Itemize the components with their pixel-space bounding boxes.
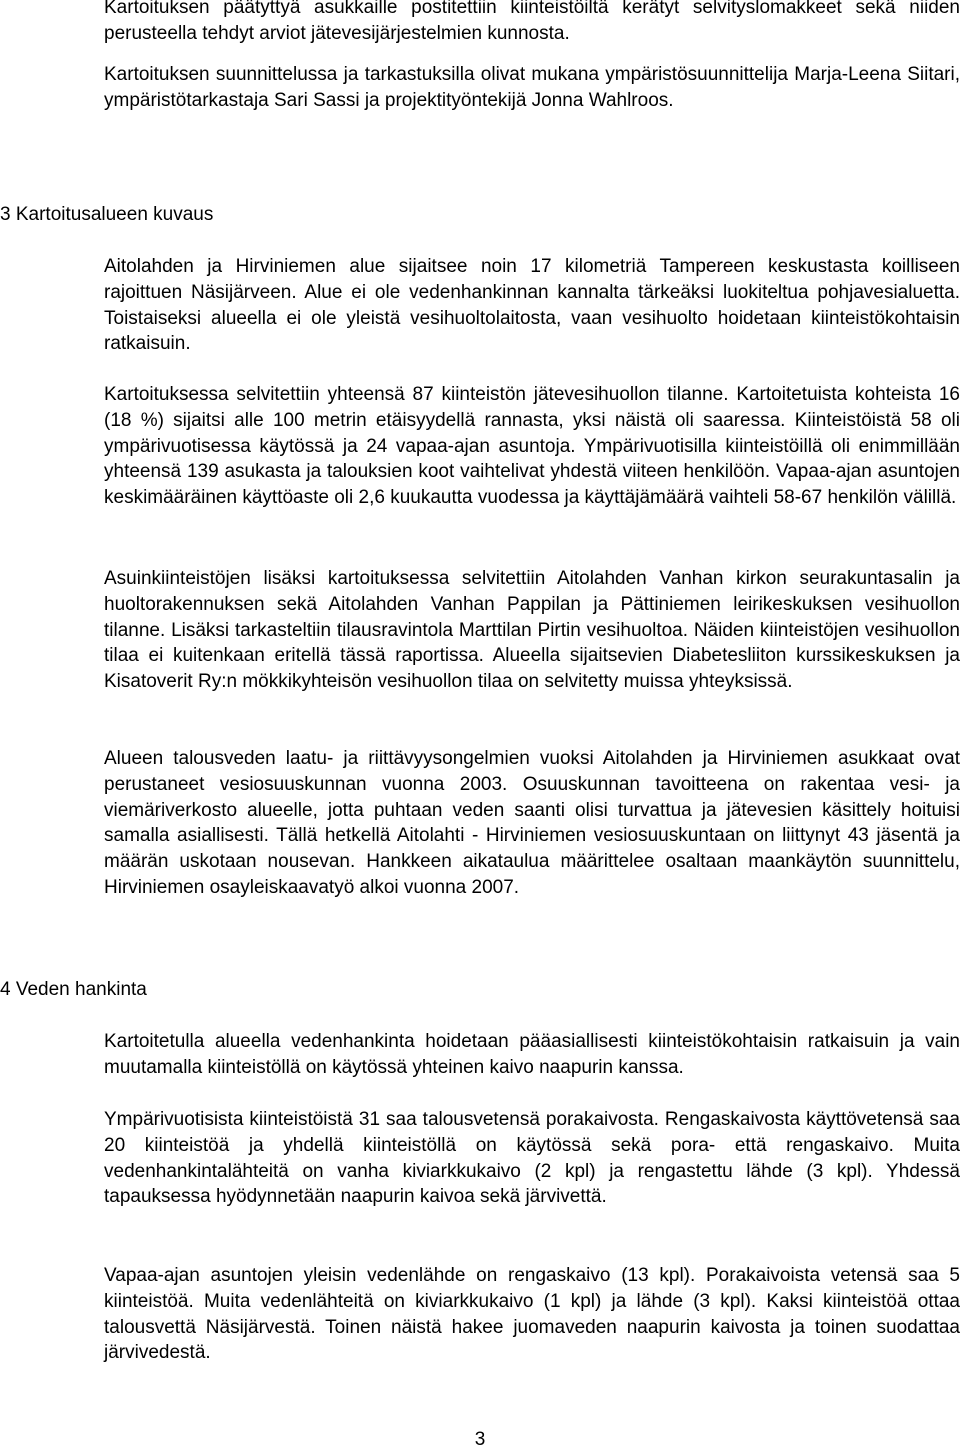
paragraph-year-round-wells: Ympärivuotisista kiinteistöistä 31 saa talousvetensä porakaivosta. Rengaskaivosta käyttövetensä saa 20 kiinteistöä ja yhdellä kiinteistöllä on käytössä sekä pora- että rengaskaivo. Muita vedenhankintalähteitä on vanha kiviarkkukaivo (2 kpl) ja rengastettu lähde (3 kpl). Yhdessä tapauksessa hyödynnetään naapurin kaivoa sekä järvivettä. xyxy=(104,1109,960,1208)
paragraph-holiday-homes-water: Vapaa-ajan asuntojen yleisin vedenlähde on rengaskaivo (13 kpl). Porakaivoista vetensä saa 5 kiinteistöä. Muita vedenlähteitä on kiviarkkukaivo (1 kpl) ja lähde (3 kpl). Kaksi kiinteistöä ottaa talousvettä Näsijärvestä. Toinen näistä hakee juomaveden naapurin kaivosta ja toinen suodattaa järvivedestä. xyxy=(104,1265,960,1364)
paragraph-water-supply: Kartoitetulla alueella vedenhankinta hoidetaan pääasiallisesti kiinteistökohtaisin ratkaisuin ja vain muutamalla kiinteistöllä on käytössä yhteinen kaivo naapurin kanssa. xyxy=(104,1031,960,1078)
paragraph-other-properties: Asuinkiinteistöjen lisäksi kartoituksessa selvitettiin Aitolahden Vanhan kirkon seurakuntasalin ja huoltorakennuksen sekä Aitolahden Vanhan Pappilan ja Pättiniemen leirikeskuksen vesihuollon tilanne. Lisäksi tarkasteltiin tilausravintola Marttilan Pirtin vesihuoltoa. Näiden kiinteistöjen vesihuollon tilaa ei kuitenkaan eritellä tässä raportissa. Alueella sijaitsevien Diabetesliiton kurssikeskuksen ja Kisatoverit Ry:n mökkikyhteisön vesihuollon tilaa on selvitetty muissa yhteyksissä. xyxy=(104,568,960,693)
paragraph-survey-results: Kartoituksen päätyttyä asukkaille postitettiin kiinteistöiltä kerätyt selvityslomakkeet sekä niiden perusteella tehdyt arviot jätevesijärjestelmien kunnosta. xyxy=(104,0,960,44)
paragraph-survey-team: Kartoituksen suunnittelussa ja tarkastuksilla olivat mukana ympäristösuunnittelija Marja-Leena Siitari, ympäristötarkastaja Sari Sassi ja projektityöntekijä Jonna Wahlroos. xyxy=(104,64,960,111)
section-heading-4: 4 Veden hankinta xyxy=(0,979,147,1000)
section-heading-3: 3 Kartoitusalueen kuvaus xyxy=(0,204,214,225)
paragraph-survey-statistics: Kartoituksessa selvitettiin yhteensä 87 kiinteistön jätevesihuollon tilanne. Kartoitetuista kohteista 16 (18 %) sijaitsi alle 100 metrin etäisyydellä rannasta, yksi näistä oli saaressa. Kiinteistöistä 58 oli ympärivuotisessa käytössä ja 24 vapaa-ajan asuntoja. Ympärivuotisilla kiinteistöillä oli enimmillään yhteensä 139 asukasta ja talouksien koot vaihtelivat yhdestä viiteen henkilöön. Vapaa-ajan asuntojen keskimääräinen käyttöaste oli 2,6 kuukautta vuodessa ja käyttäjämäärä vaihteli 58-67 henkilön välillä. xyxy=(104,384,960,509)
paragraph-water-cooperative: Alueen talousveden laatu- ja riittävyysongelmien vuoksi Aitolahden ja Hirviniemen asukkaat ovat perustaneet vesiosuuskunnan vuonna 2003. Osuuskunnan tavoitteena on rakentaa vesi- ja viemäriverkosto alueelle, jotta puhtaan veden saanti olisi turvattua ja jätevesien käsittely hoituisi samalla asiallisesti. Tällä hetkellä Aitolahti - Hirviniemen vesiosuuskuntaan on liittynyt 43 jäsentä ja määrän uskotaan nousevan. Hankkeen aikataulua määrittelee osaltaan maankäytön suunnittelu, Hirviniemen osayleiskaavatyö alkoi vuonna 2007. xyxy=(104,748,960,898)
paragraph-area-location: Aitolahden ja Hirviniemen alue sijaitsee noin 17 kilometriä Tampereen keskustasta koilliseen rajoittuen Näsijärveen. Alue ei ole vedenhankinnan kannalta tärkeäksi luokiteltua pohjavesialuetta. Toistaiseksi alueella ei ole yleistä vesihuoltolaitosta, vaan vesihuolto hoidetaan kiinteistökohtaisin ratkaisuin. xyxy=(104,256,960,355)
page-number: 3 xyxy=(474,1429,486,1450)
